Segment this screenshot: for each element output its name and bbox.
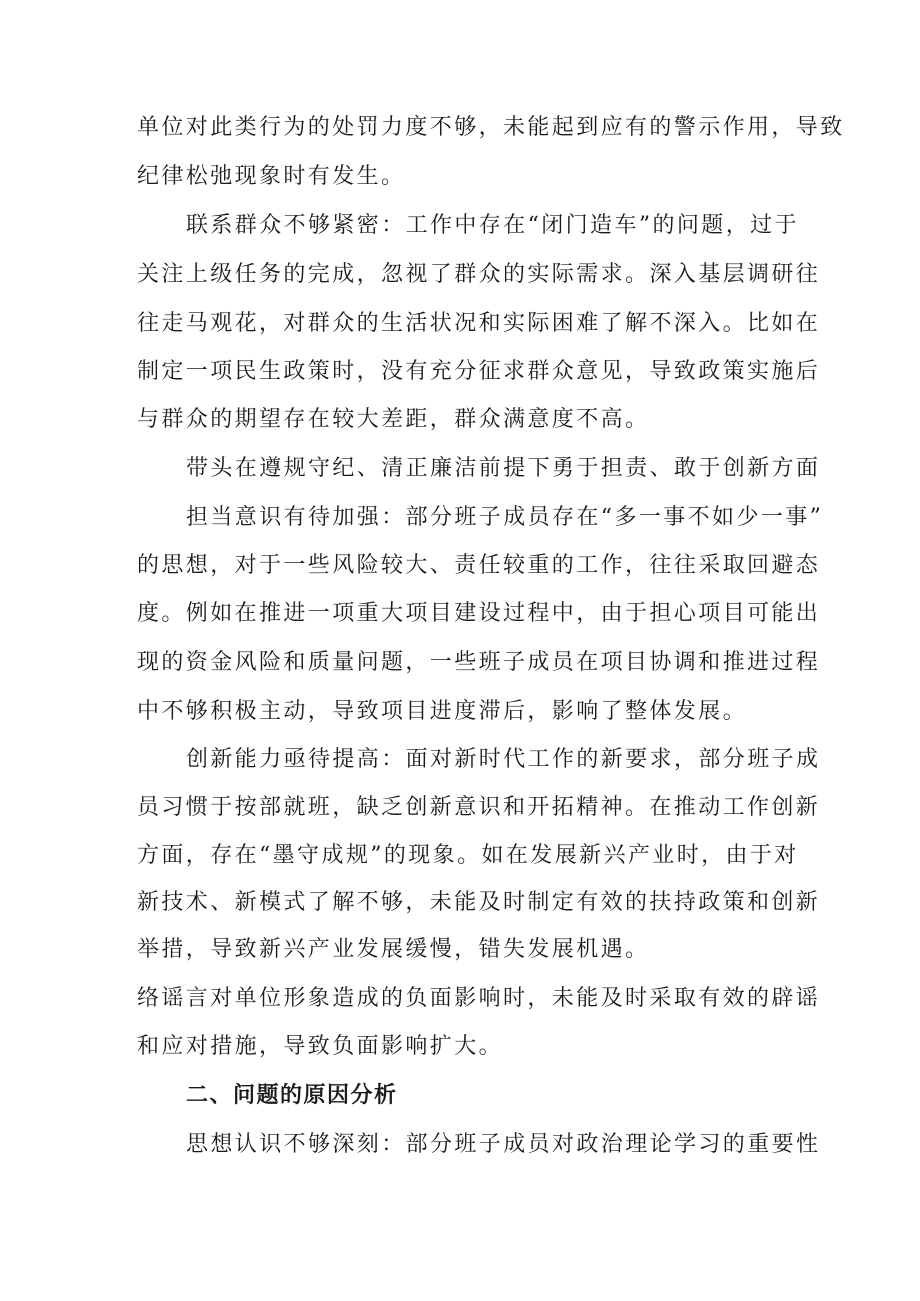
- paragraph-line: 担当意识有待加强：部分班子成员存在“多一事不如少一事”: [186, 505, 824, 530]
- paragraph-line: 员习惯于按部就班，缺乏创新意识和开拓精神。在推动工作创新: [137, 795, 821, 820]
- paragraph-line: 关注上级任务的完成，忽视了群众的实际需求。深入基层调研往: [137, 262, 821, 287]
- paragraph-line: 纪律松弛现象时有发生。: [137, 164, 406, 189]
- paragraph-line: 和应对措施，导致负面影响扩大。: [137, 1034, 504, 1059]
- paragraph-line: 中不够积极主动，导致项目进度滞后，影响了整体发展。: [137, 699, 748, 724]
- paragraph-line: 度。例如在推进一项重大项目建设过程中，由于担心项目可能出: [137, 601, 821, 626]
- section-heading: 二、问题的原因分析: [186, 1083, 398, 1108]
- paragraph-line: 现的资金风险和质量问题，一些班子成员在项目协调和推进过程: [137, 650, 821, 675]
- paragraph-line: 创新能力亟待提高：面对新时代工作的新要求，部分班子成: [186, 747, 821, 772]
- paragraph-line: 络谣言对单位形象造成的负面影响时，未能及时采取有效的辟谣: [137, 986, 821, 1011]
- paragraph-line: 与群众的期望存在较大差距，群众满意度不高。: [137, 407, 650, 432]
- section-subtitle: 带头在遵规守纪、清正廉洁前提下勇于担责、敢于创新方面: [186, 456, 821, 481]
- paragraph-line: 的思想，对于一些风险较大、责任较重的工作，往往采取回避态: [137, 553, 821, 578]
- paragraph-line: 新技术、新模式了解不够，未能及时制定有效的扶持政策和创新: [137, 890, 821, 915]
- paragraph-line: 制定一项民生政策时，没有充分征求群众意见，导致政策实施后: [137, 359, 821, 384]
- paragraph-line: 联系群众不够紧密：工作中存在“闭门造车”的问题，过于: [186, 213, 799, 238]
- paragraph-line: 方面，存在“墨守成规”的现象。如在发展新兴产业时，由于对: [137, 843, 799, 868]
- paragraph-line: 往走马观花，对群众的生活状况和实际困难了解不深入。比如在: [137, 311, 821, 336]
- paragraph-line: 举措，导致新兴产业发展缓慢，错失发展机遇。: [137, 937, 650, 962]
- paragraph-line: 单位对此类行为的处罚力度不够，未能起到应有的警示作用，导致: [137, 115, 845, 140]
- paragraph-line: 思想认识不够深刻：部分班子成员对政治理论学习的重要性: [186, 1132, 821, 1157]
